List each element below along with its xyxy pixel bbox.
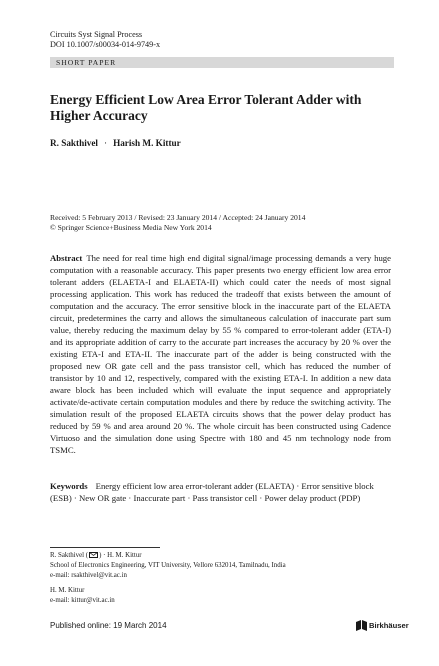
keywords [50,480,391,504]
publisher-logo-text: Birkhäuser [369,620,409,630]
copyright-line: © Springer Science+Business Media New York 2014 [50,223,212,232]
footnote-author-line [50,551,142,560]
publisher-logo [356,619,409,631]
section-band [50,57,394,68]
footnote-author2: H. M. Kittur [50,587,85,594]
abstract-label: Abstract [50,253,83,263]
abstract-text: The need for real time high end digital signal/image processing demands a very huge computation with a reasonable accuracy. This paper presents two energy efficient low area error tolerant adders (ELAETA-I and ELAETA-II) which could cater the needs of most signal processing application. This work has reduced the tradeoff that exists between the amount of computation and the accuracy. The error sensitive block in the inaccurate part of the ELAETA circuit, predetermines the carry and allows the simultaneous calculation of inaccurate part sum value, thereby reducing the maximum delay by 55 % compared to error-tolerant adder (ETA-I) and its appropriate addition of carry to the accurate part increases the accuracy by 20 % over the existing ETA-I and ETA-II. The inaccurate part of the adder is being constructed with the proposed new OR gate cell and the pass transistor cell, which has reduced the number of transistor by 10 and 12, respectively, compared with the existing ETA-I. In addition a new data aware block has been included which will evaluate the input sequence and appropriately activate/de-activate certain computation modules and there by reduce the switching activity. The simulation result of the proposed ELAETA circuits shows that the power delay product has reduced by 59 % and area around 20 %. The whole circuit has been constructed using Cadence Virtuoso and the simulation done using Spectre with 180 and 45 nm technology node from TSMC. [50,253,391,455]
keywords-label: Keywords [50,481,88,491]
footnote-divider [50,547,160,548]
birkhauser-logo-icon [356,620,367,631]
footnote-coauthor-text: ) · H. M. Kittur [99,552,142,559]
footnote-author-text: R. Sakthivel ( [50,552,89,559]
author-separator: · [104,138,108,148]
keywords-text: Energy efficient low area error-tolerant adder (ELAETA) · Error sensitive block (ESB) · New OR gate · Inaccurate part · Pass transistor cell · Power delay product (PDP) [50,481,374,503]
author-name: R. Sakthivel [50,138,98,148]
author-name: Harish M. Kittur [113,138,181,148]
author-list [50,138,181,149]
journal-name: Circuits Syst Signal Process [50,30,143,39]
footnote-email[interactable]: e-mail: rsakthivel@vit.ac.in [50,572,127,579]
publication-dates: Received: 5 February 2013 / Revised: 23 January 2014 / Accepted: 24 January 2014 [50,213,306,222]
envelope-icon[interactable] [89,552,98,558]
section-band-label: SHORT PAPER [56,58,117,67]
paper-title: Energy Efficient Low Area Error Tolerant Adder with Higher Accuracy [50,92,362,123]
footnote-email2[interactable]: e-mail: kittur@vit.ac.in [50,597,115,604]
abstract [50,252,391,456]
doi: DOI 10.1007/s00034-014-9749-x [50,40,161,49]
published-online: Published online: 19 March 2014 [50,621,167,630]
footnote-affiliation: School of Electronics Engineering, VIT University, Vellore 632014, Tamilnadu, India [50,562,286,569]
